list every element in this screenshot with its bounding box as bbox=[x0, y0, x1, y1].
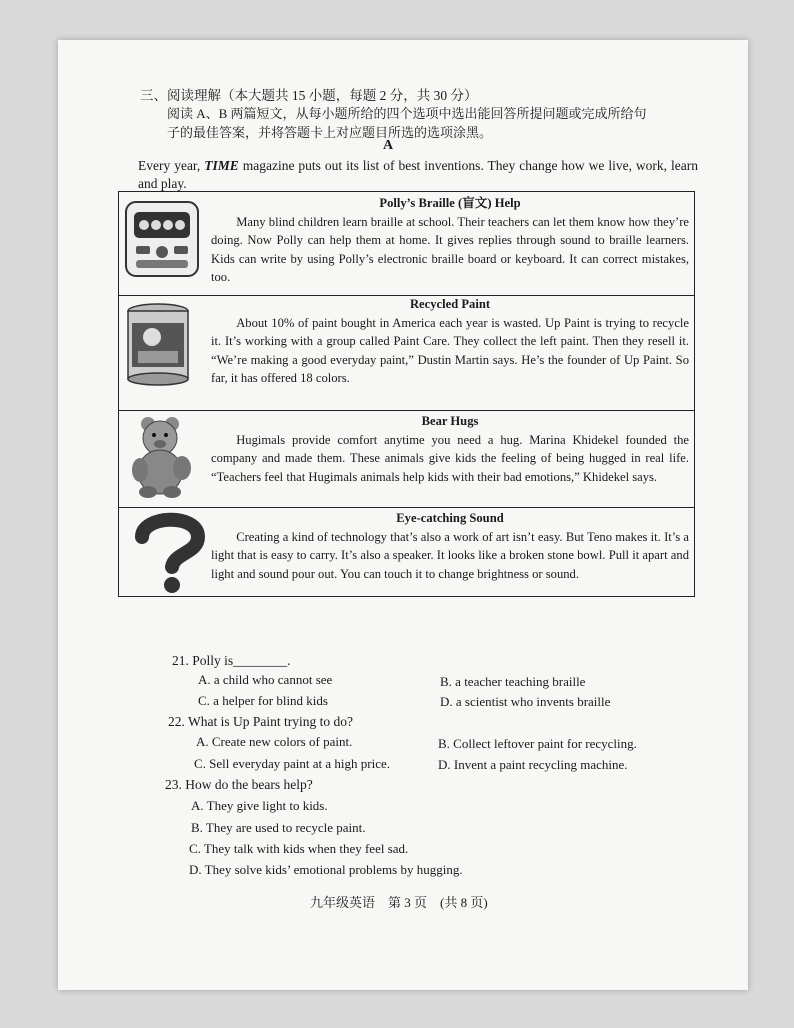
invention-text bbox=[211, 509, 689, 583]
invention-row bbox=[119, 507, 694, 596]
option-b[interactable]: B. a teacher teaching braille bbox=[440, 674, 586, 689]
option-d[interactable]: D. Invent a paint recycling machine. bbox=[438, 757, 628, 772]
page-footer: 九年级英语 第 3 页 (共 8 页) bbox=[310, 895, 488, 910]
braille-device-icon bbox=[122, 198, 202, 285]
option-c[interactable]: C. a helper for blind kids bbox=[198, 693, 328, 708]
option-a[interactable]: A. They give light to kids. bbox=[191, 798, 328, 813]
invention-text bbox=[211, 194, 689, 287]
inventions-table bbox=[118, 191, 695, 597]
option-d[interactable]: D. They solve kids’ emotional problems by hugging. bbox=[189, 862, 463, 877]
option-c[interactable]: C. Sell everyday paint at a high price. bbox=[194, 756, 391, 771]
question-stem: 22. What is Up Paint trying to do? bbox=[168, 714, 353, 729]
passage-letter: A bbox=[383, 138, 394, 153]
invention-body: Many blind children learn braille at school. Their teachers can let them know how they’re doing. Now Polly can help them at home. It gives replies through sound to braille learners. Kids can write by using Polly’s electronic braille board or keyboard. It can correct mistakes, too. bbox=[211, 214, 689, 284]
invention-heading: Recycled Paint bbox=[409, 297, 491, 311]
invention-row bbox=[119, 410, 694, 508]
passage-intro: Every year, TIME magazine puts out its list of best inventions. They change how we live, work, learn and play. bbox=[138, 158, 698, 191]
invention-body: About 10% of paint bought in America each year is wasted. Up Paint is trying to recycle it. It’s working with a group called Paint Care. They collect the left paint. Then they resell it. “We’re making a good everyday paint,” Dustin Martin says. He’s the founder of Up Paint. So far, it has offered 18 colors. bbox=[211, 315, 689, 385]
option-b[interactable]: B. They are used to recycle paint. bbox=[191, 820, 366, 835]
option-a[interactable]: A. a child who cannot see bbox=[198, 672, 333, 687]
invention-text bbox=[211, 295, 689, 388]
invention-row bbox=[119, 192, 694, 296]
question-mark-lamp-icon bbox=[122, 509, 202, 600]
invention-body: Creating a kind of technology that’s also a work of art isn’t easy. But Teno makes it. It’s a light that is easy to carry. It’s also a speaker. It looks like a broken stone bowl. Pull it apart and light and sound pour out. You can touch it to change brightness or sound. bbox=[211, 529, 689, 581]
section-title: 三、阅读理解（本大题共 15 小题，每题 2 分，共 30 分） bbox=[140, 88, 478, 103]
invention-row bbox=[119, 295, 694, 411]
option-b[interactable]: B. Collect leftover paint for recycling. bbox=[438, 736, 637, 751]
question-stem: 21. Polly is________. bbox=[172, 653, 291, 668]
invention-heading: Eye-catching Sound bbox=[396, 511, 504, 525]
invention-heading: Polly’s Braille (盲文) Help bbox=[379, 196, 521, 210]
teddy-bear-icon bbox=[122, 414, 202, 505]
question-stem: 23. How do the bears help? bbox=[165, 777, 313, 792]
section-instructions: 阅读 A、B 两篇短文，从每小题所给的四个选项中选出能回答所提问题或完成所给句子的最佳答案，并将答题卡上对应题目所选的选项涂黑。 bbox=[167, 106, 647, 140]
invention-body: Hugimals provide comfort anytime you need a hug. Marina Khidekel founded the company and made them. These animals give kids the feeling of being hugged in real life. “Teachers feel that Hugimals animals help kids with their bad emotions,” Khidekel says. bbox=[211, 432, 689, 484]
option-a[interactable]: A. Create new colors of paint. bbox=[196, 734, 353, 749]
option-d[interactable]: D. a scientist who invents braille bbox=[440, 694, 611, 709]
paint-can-icon bbox=[122, 301, 202, 392]
invention-heading: Bear Hugs bbox=[421, 414, 479, 428]
invention-text bbox=[211, 412, 689, 486]
option-c[interactable]: C. They talk with kids when they feel sad. bbox=[189, 841, 409, 856]
